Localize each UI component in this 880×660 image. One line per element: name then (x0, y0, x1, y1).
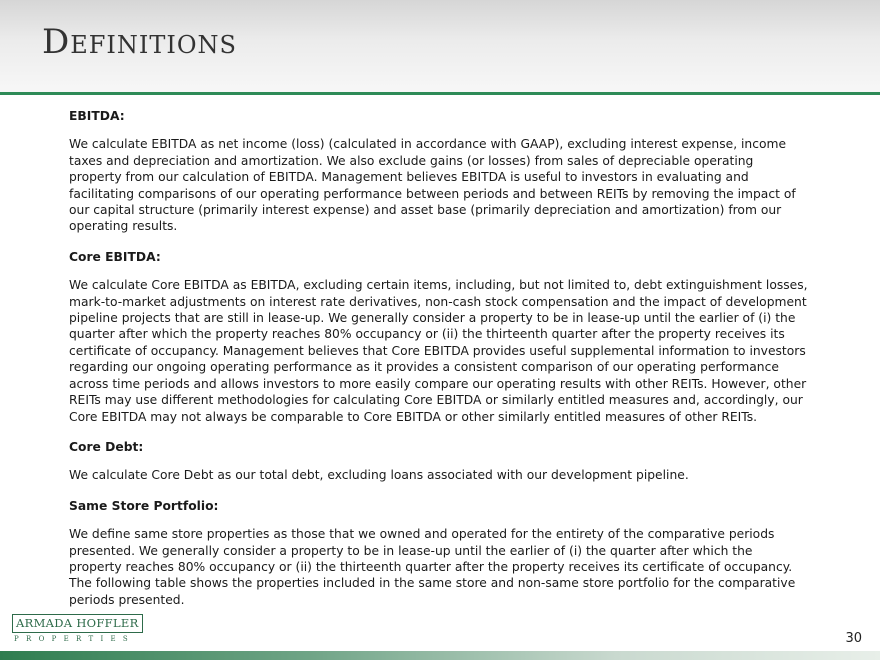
section-core-debt (69, 439, 809, 484)
section-text: We define same store properties as those that we owned and operated for the entirety of the comparative periods presented. We generally consider a property to be in lease-up until the earlier of (i) the quarter after which the property reaches 80% occupancy or (ii) the thirteenth quarter after the property receives its certificate of occupancy. The following table shows the properties included in the same store and non-same store portfolio for the comparative periods presented. (69, 527, 796, 607)
section-text: We calculate Core Debt as our total debt, excluding loans associated with our development pipeline. (69, 468, 689, 483)
section-heading: Same Store Portfolio: (69, 498, 219, 513)
section-heading: EBITDA: (69, 109, 125, 123)
definitions-content (69, 108, 809, 622)
section-core-ebitda (69, 249, 809, 425)
page-number: 30 (845, 631, 862, 646)
section-text: We calculate EBITDA as net income (loss) (calculated in accordance with GAAP), excluding interest expense, income taxes and depreciation and amortization. We also exclude gains (or losses) from sales of depreciable operating property from our calculation of EBITDA. Management believes EBITDA is useful to investors in evaluating and facilitating comparisons of our operating performance between periods and between REITs by removing the impact of our capital structure (primarily interest expense) and asset base (primarily depreciation and amortization) from our operating results. (69, 137, 796, 234)
footer-bar (0, 651, 880, 660)
logo-subtitle: PROPERTIES (14, 635, 136, 643)
section-heading: Core Debt: (69, 439, 144, 454)
section-same-store-portfolio (69, 498, 809, 608)
section-heading: Core EBITDA: (69, 249, 161, 264)
logo-wordmark: ARMADA HOFFLER (12, 614, 143, 633)
company-logo (12, 614, 139, 646)
slide-header (0, 0, 880, 92)
page-title: Definitions (42, 22, 237, 62)
section-text: We calculate Core EBITDA as EBITDA, excluding certain items, including, but not limited to, debt extinguishment losses, mark-to-market adjustments on interest rate derivatives, non-cash stock compensation and the impact of development pipeline projects that are still in lease-up. We generally consider a property to be in lease-up until the earlier of (i) the quarter after which the property reaches 80% occupancy or (ii) the thirteenth quarter after the property receives its certificate of occupancy. Management believes that Core EBITDA provides useful supplemental information to investors regarding our ongoing operating performance as it provides a consistent comparison of our operating performance across time periods and allows investors to more easily compare our operating results with other REITs. However, other REITs may use different methodologies for calculating Core EBITDA or similarly entitled measures and, accordingly, our Core EBITDA may not always be comparable to Core EBITDA or other similarly entitled measures of other REITs. (69, 278, 808, 424)
header-divider (0, 92, 880, 95)
section-ebitda (69, 108, 809, 235)
